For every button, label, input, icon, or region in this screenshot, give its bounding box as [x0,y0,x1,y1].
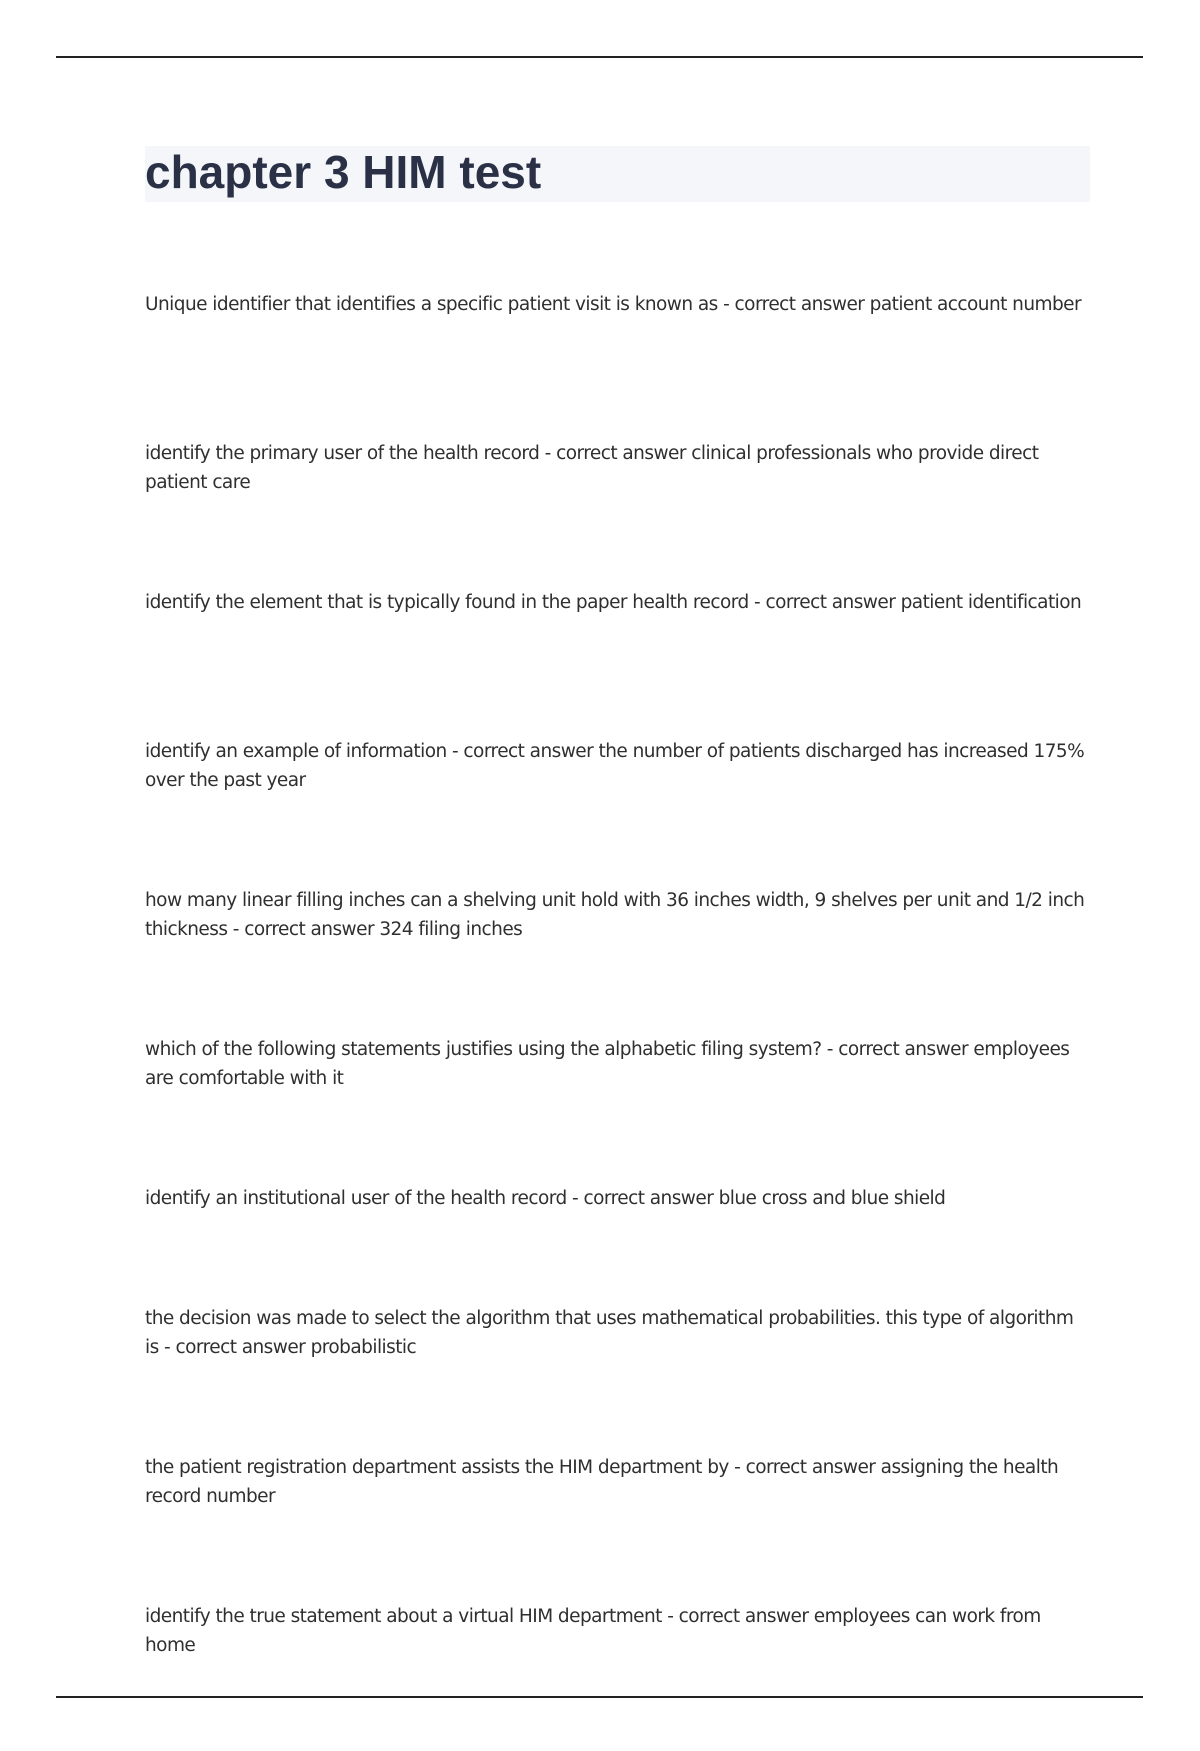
qa-item: which of the following statements justifies using the alphabetic filing system? - correct answer employees are comfortable with it [145,1039,1070,1089]
qa-item: Unique identifier that identifies a specific patient visit is known as - correct answer patient account number [145,294,1082,315]
page-title: chapter 3 HIM test [145,146,542,198]
header-rule [56,56,1143,58]
qa-item: identify an example of information - correct answer the number of patients discharged has increased 175% over the past year [145,741,1085,791]
qa-item: identify the true statement about a virtual HIM department - correct answer employees can work from home [145,1606,1041,1656]
qa-item: the decision was made to select the algorithm that uses mathematical probabilities. this type of algorithm is - correct answer probabilistic [145,1308,1074,1358]
qa-item: identify the primary user of the health record - correct answer clinical professionals who provide direct patient care [145,443,1039,493]
qa-list [145,290,1090,1751]
qa-item: identify an institutional user of the health record - correct answer blue cross and blue shield [145,1188,946,1209]
qa-item: how many linear filling inches can a shelving unit hold with 36 inches width, 9 shelves per unit and 1/2 inch thickness - correct answer 324 filing inches [145,890,1085,940]
qa-item: identify the element that is typically found in the paper health record - correct answer patient identification [145,592,1082,613]
qa-item: the patient registration department assists the HIM department by - correct answer assigning the health record number [145,1457,1059,1507]
footer-rule [56,1696,1143,1698]
